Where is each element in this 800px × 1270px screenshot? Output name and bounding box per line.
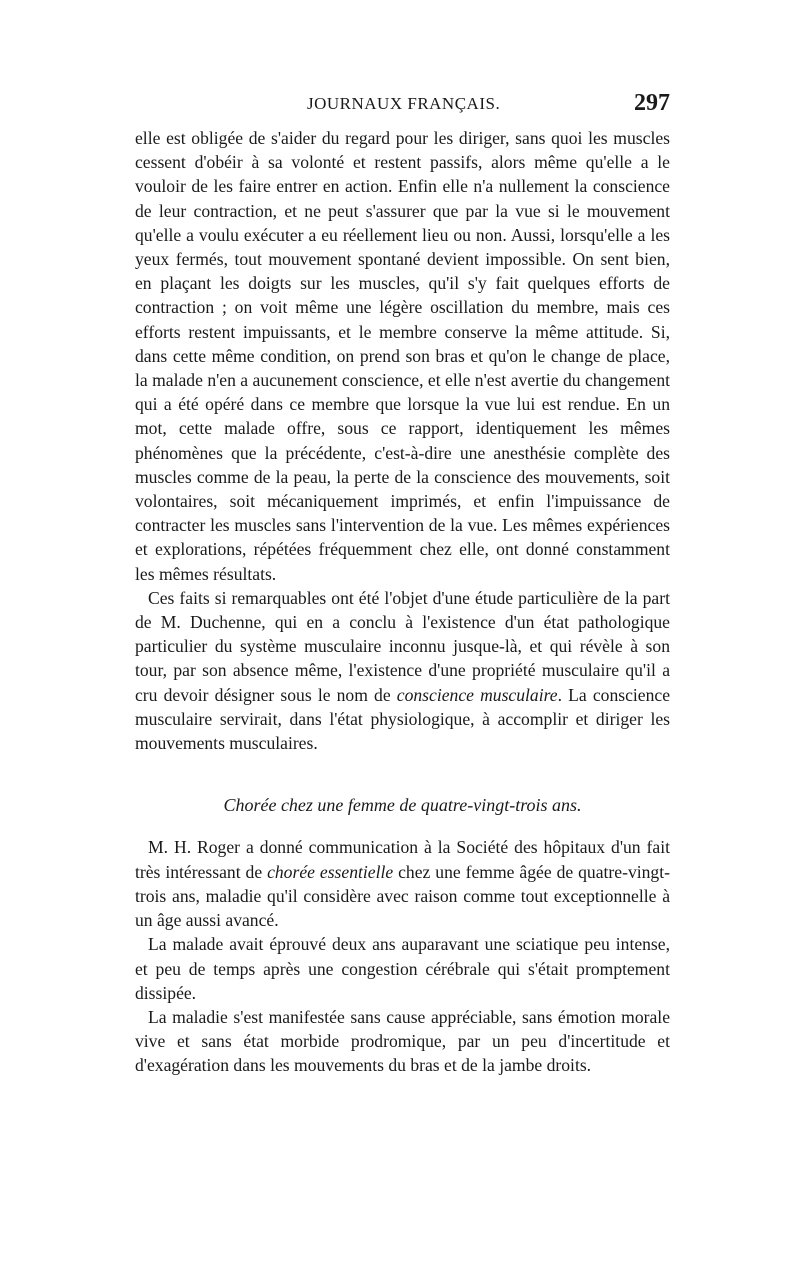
paragraph-text: Ces faits si remarquables ont été l'objet d'une étude particulière de la part de M. Duchenne, qui en a conclu à l'existence d'un état pathologique particulier du système musculaire inconnu jusque-là, et qui révèle à son tour, par son absence même, l'existence d'une propriété musculaire qu'il a cru devoir désigner sous le nom de (135, 587, 670, 705)
running-header (135, 90, 670, 120)
paragraph-roger (135, 835, 670, 932)
body-text (135, 126, 670, 1078)
paragraph-text: . La conscience musculaire servirait, dans l'état physiologique, à accomplir et diriger les mouvements musculaires. (135, 684, 671, 754)
emphasized-term: conscience musculaire (396, 684, 558, 705)
section-heading: Chorée chez une femme de quatre-vingt-trois ans. (223, 795, 582, 816)
running-title: JOURNAUX FRANÇAIS. (307, 94, 501, 113)
paragraph-text: chez une femme âgée de quatre-vingt-trois ans, maladie qu'il considère avec raison comme tout exceptionnelle à un âge aussi avancé. (135, 861, 670, 931)
paragraph-text: M. H. Roger a donné communication à la Société des hôpitaux d'un fait très intéressant de (135, 837, 670, 882)
page-number: 297 (634, 90, 670, 116)
paragraph-manifestation: La maladie s'est manifestée sans cause appréciable, sans émotion morale vive et sans état morbide prodromique, par un peu d'incertitude et d'exagération dans les mouvements du bras et de la jambe droits. (135, 1006, 670, 1076)
paragraph-sciatique: La malade avait éprouvé deux ans auparavant une sciatique peu intense, et peu de temps après une congestion cérébrale qui s'était promptement dissipée. (135, 934, 670, 1003)
emphasized-term: chorée essentielle (267, 861, 394, 882)
paragraph-conscience-musculaire (135, 586, 670, 755)
paragraph-continued: elle est obligée de s'aider du regard pour les diriger, sans quoi les muscles cessent d'obéir à sa volonté et restent passifs, alors même qu'elle a le vouloir de les faire entrer en action. Enfin elle n'a nullement la conscience de leur contraction, et ne peut s'assurer que par la vue si le mouvement qu'elle a voulu exécuter a eu réellement lieu ou non. Aussi, lorsqu'elle a les yeux fermés, tout mouvement spontané devient impossible. On sent bien, en plaçant les doigts sur les muscles, qu'il s'y fait quelques efforts de contraction ; on voit même une légère oscillation du membre, mais ces efforts restent impuissants, et le membre conserve la même attitude. Si, dans cette même condition, on prend son bras et qu'on le change de place, la malade n'en a aucunement conscience, et elle n'est avertie du changement qui a été opéré dans ce membre que lorsque la vue lui est rendue. En un mot, cette malade offre, sous ce rapport, identiquement les mêmes phénomènes que la précédente, c'est-à-dire une anesthésie complète des muscles comme de la peau, la perte de la conscience des mouvements, soit volontaires, soit mécaniquement imprimés, et enfin l'impuissance de contracter les muscles sans l'intervention de la vue. Les mêmes expériences et explorations, répétées fréquemment chez elle, ont donné constamment les mêmes résultats. (135, 128, 670, 584)
